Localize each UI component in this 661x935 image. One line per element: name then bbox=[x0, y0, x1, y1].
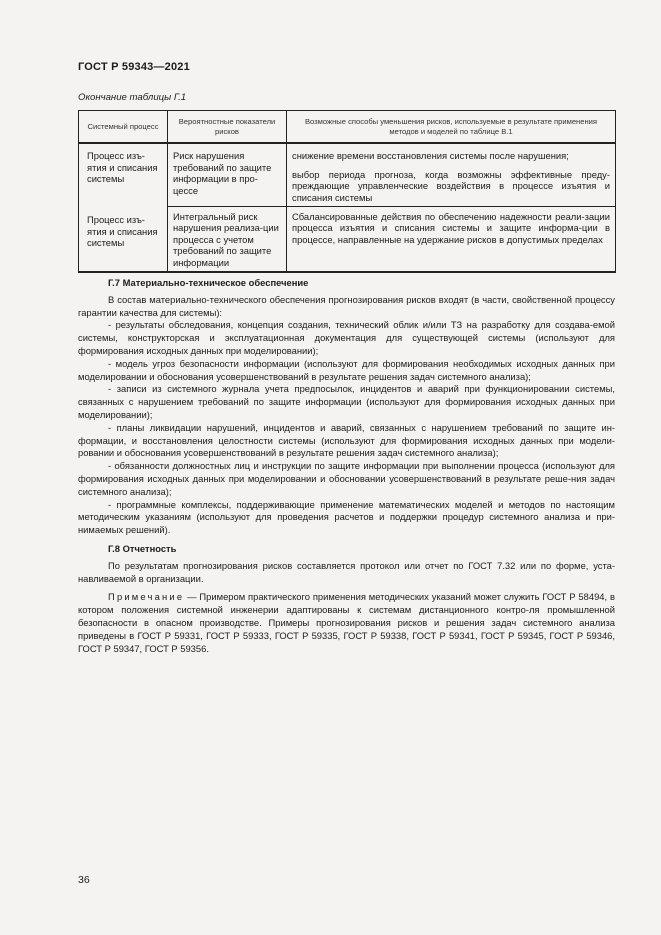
list-item: - записи из системного журнала учета предпосылок, инцидентов и аварий при функционировании системы, связанных с нарушением требований по защите информации (используют для формирования исходных данных при моделировании); bbox=[78, 383, 615, 420]
table-row bbox=[79, 143, 616, 206]
column-header-indicators: Вероятностные показатели рисков bbox=[168, 111, 287, 144]
table-caption: Окончание таблицы Г.1 bbox=[78, 92, 187, 103]
section-g8-text: По результатам прогнозирования рисков составляется протокол или отчет по ГОСТ 7.32 или по форме, уста-навливаемой в организации. bbox=[78, 559, 615, 584]
list-item: - результаты обследования, концепция создания, технический облик и/или ТЗ на разработку для создава-емой системы, конструкторская и эксплуатационная документация для существующей системы (используют для формирования исходных данных при моделировании); bbox=[78, 319, 615, 356]
list-item: - программные комплексы, поддерживающие применение математических моделей и методов по настоящим методическим указаниям (используют для проведения расчетов и поддержки процедур системного анализа и при-нимаемых решений). bbox=[78, 498, 615, 536]
way-item: Сбалансированные действия по обеспечению надежности реали-зации процесса изъятия и списания системы и защите информа-ции в процессе, направленные на удержание рисков в допустимых пределах bbox=[292, 210, 610, 245]
cell-process: Процесс изъ-ятия и списания системы bbox=[79, 206, 168, 271]
section-heading-g8: Г.8 Отчетность bbox=[108, 542, 177, 554]
section-g7-intro: В состав материально-технического обеспечения прогнозирования рисков входят (в части, свойственной процессу гарантии качества для системы): bbox=[78, 293, 615, 318]
table-row bbox=[79, 206, 616, 271]
table-header-row bbox=[79, 111, 616, 144]
page-number: 36 bbox=[78, 874, 90, 886]
cell-indicator: Интегральный риск нарушения реализа-ции процесса с учетом требований по защите информации bbox=[168, 206, 287, 271]
note-label: Примечание bbox=[108, 591, 185, 603]
cell-ways bbox=[287, 206, 616, 271]
document-body bbox=[78, 277, 615, 655]
risk-table bbox=[78, 110, 616, 273]
note-text: — Примером практического применения методических указаний может служить ГОСТ Р 58494, в котором положения системной инженерии адаптированы к системам дистанционного контро-ля промышленной безопасности в опасном производстве. Примеры прогнозирования рисков и решения задач системного анализа приведены в ГОСТ Р 59331, ГОСТ Р 59333, ГОСТ Р 59335, ГОСТ Р 59338, ГОСТ Р 59341, ГОСТ Р 59345, ГОСТ Р 59346, ГОСТ Р 59347, ГОСТ Р 59356. bbox=[78, 591, 615, 654]
cell-indicator: Риск нарушения требований по защите информации в про-цессе bbox=[168, 143, 287, 206]
way-item: снижение времени восстановления системы после нарушения; bbox=[292, 150, 569, 162]
column-header-ways: Возможные способы уменьшения рисков, используемые в результате применения методов и моделей по таблице В.1 bbox=[287, 111, 616, 144]
cell-process: Процесс изъ-ятия и списания системы bbox=[79, 143, 168, 206]
note-paragraph bbox=[78, 591, 615, 655]
list-item: - планы ликвидации нарушений, инцидентов и аварий, связанных с нарушением требований по защите ин-формации, и восстановления целостности системы (используют для формирования исходных данных при модели-ровании и обоснования усовершенствований в результате решения задач системного анализа); bbox=[78, 421, 615, 459]
list-item: - обязанности должностных лиц и инструкции по защите информации при выполнении процесса (используют для формирования исходных данных при моделировании и обосновании усовершенствований в результате реше-ния задач системного анализа); bbox=[78, 460, 615, 497]
document-header: ГОСТ Р 59343—2021 bbox=[78, 61, 190, 73]
way-item: выбор периода прогноза, когда возможны эффективные преду-преждающие управленческие воздействия в процессе изъятия и списания системы bbox=[292, 168, 610, 203]
cell-ways bbox=[287, 143, 616, 206]
list-item: - модель угроз безопасности информации (используют для формирования необходимых исходных данных при моделировании и обоснования усовершенствований в результате решения задач системного анализа); bbox=[78, 357, 615, 382]
column-header-process: Системный процесс bbox=[79, 111, 168, 144]
section-heading-g7: Г.7 Материально-техническое обеспечение bbox=[108, 277, 309, 288]
